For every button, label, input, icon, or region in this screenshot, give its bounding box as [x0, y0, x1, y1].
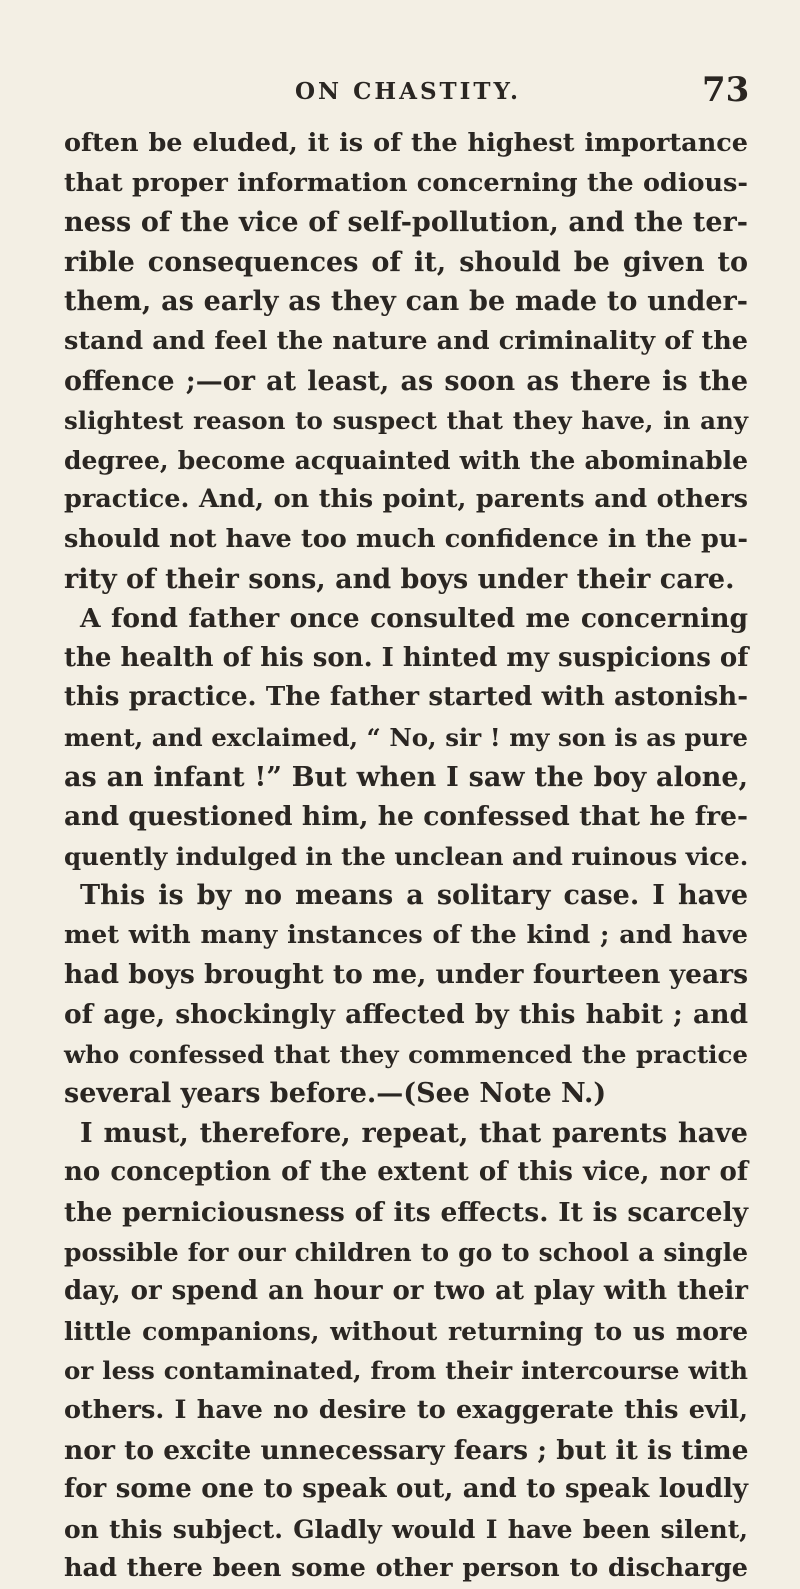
text-line: I must, therefore, repeat, that parents have [80, 1117, 748, 1149]
text-line: slightest reason to suspect that they have, in any [64, 406, 748, 436]
text-line: on this subject. Gladly would I have been silent, [64, 1514, 748, 1544]
text-line: had there been some other person to discharge [64, 1553, 748, 1584]
text-line: that proper information concerning the odious- [64, 167, 748, 198]
text-line: others. I have no desire to exaggerate this evil, [64, 1395, 748, 1425]
text-line: practice. And, on this point, parents and others [64, 484, 748, 515]
text-line: offence ;—or at least, as soon as there is the [64, 365, 748, 397]
text-line: the perniciousness of its effects. It is scarcely [64, 1197, 748, 1229]
text-line: the health of his son. I hinted my suspicions of [64, 642, 749, 673]
text-line: of age, shockingly affected by this habit ; and [64, 999, 748, 1031]
text-line: quently indulged in the unclean and ruinous vice. [64, 841, 749, 871]
text-line: this practice. The father started with astonish- [64, 682, 748, 713]
text-line: them, as early as they can be made to under- [64, 286, 748, 318]
text-line: met with many instances of the kind ; and have [64, 919, 748, 950]
text-line: several years before.—(See Note N.) [64, 1078, 607, 1110]
page-number: 73 [702, 70, 750, 110]
text-line: nor to excite unnecessary fears ; but it is time [64, 1434, 749, 1466]
text-line: ness of the vice of self-pollution, and the ter- [64, 207, 748, 239]
text-line: rible consequences of it, should be given to [64, 246, 748, 278]
running-title: ON CHASTITY. [295, 78, 522, 105]
text-line: stand and feel the nature and criminality of the [64, 325, 748, 356]
text-line: and questioned him, he confessed that he fre- [64, 801, 748, 833]
running-head [0, 70, 800, 110]
text-line: rity of their sons, and boys under their care. [64, 563, 735, 595]
text-line: should not have too much confidence in the pu- [64, 523, 748, 554]
text-line: for some one to speak out, and to speak loudly [64, 1474, 748, 1505]
text-line: day, or spend an hour or two at play with their [64, 1276, 748, 1307]
body-text [64, 124, 748, 1589]
text-line: often be eluded, it is of the highest importance [64, 128, 748, 158]
text-line: possible for our children to go to school a single [64, 1237, 748, 1267]
text-line: no conception of the extent of this vice, nor of [64, 1157, 748, 1188]
text-line: This is by no means a solitary case. I have [80, 880, 748, 912]
text-line: as an infant !” But when I saw the boy alone, [64, 761, 748, 793]
text-line: A fond father once consulted me concerning [80, 603, 748, 635]
text-line: degree, become acquainted with the abominable [64, 445, 748, 475]
text-line: had boys brought to me, under fourteen years [64, 959, 748, 991]
text-line: ment, and exclaimed, “ No, sir ! my son is as pure [64, 722, 748, 752]
text-line: or less contaminated, from their intercourse with [64, 1356, 748, 1386]
text-line: little companions, without returning to us more [64, 1316, 748, 1346]
text-line: who confessed that they commenced the practice [64, 1039, 748, 1069]
